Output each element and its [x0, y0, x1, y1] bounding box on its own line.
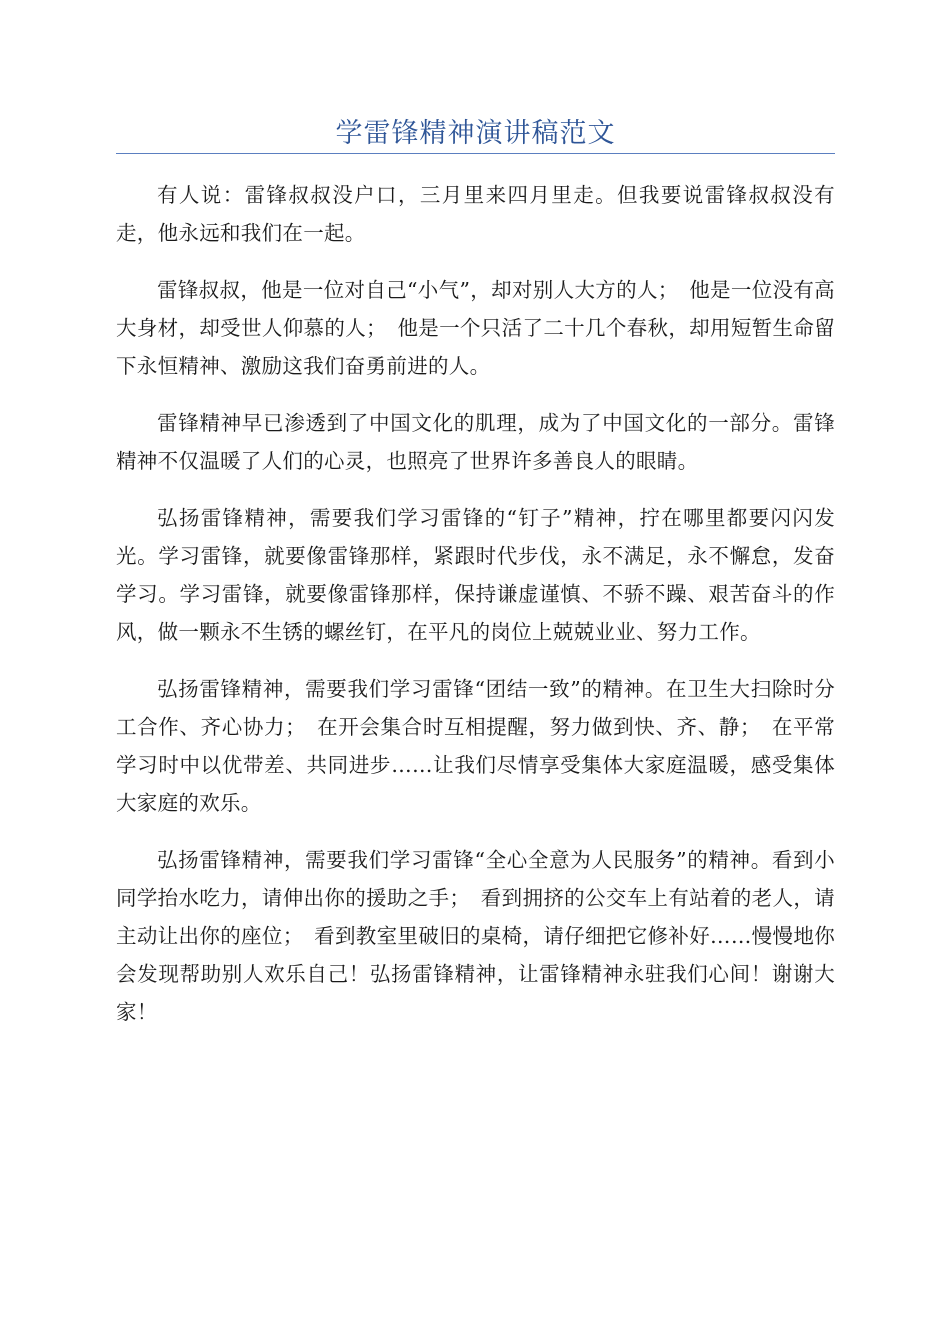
paragraph-4: 弘扬雷锋精神，需要我们学习雷锋的“钉子”精神，拧在哪里都要闪闪发光。学习雷锋，就要像雷锋那样，紧跟时代步伐，永不满足，永不懈怠，发奋学习。学习雷锋，就要像雷锋那样，保持谦虚谨慎、不骄不躁、艰苦奋斗的作风，做一颗永不生锈的螺丝钉，在平凡的岗位上兢兢业业、努力工作。 [116, 506, 835, 644]
paragraph-1: 有人说：雷锋叔叔没户口，三月里来四月里走。但我要说雷锋叔叔没有走，他永远和我们在一起。 [116, 183, 835, 245]
paragraph-3: 雷锋精神早已渗透到了中国文化的肌理，成为了中国文化的一部分。雷锋精神不仅温暖了人们的心灵，也照亮了世界许多善良人的眼睛。 [116, 411, 835, 473]
paragraph-2: 雷锋叔叔，他是一位对自己“小气”，却对别人大方的人； 他是一位没有高大身材，却受世人仰慕的人； 他是一个只活了二十几个春秋，却用短暂生命留下永恒精神、激励这我们奋勇前进的人。 [116, 278, 835, 378]
document-title: 学雷锋精神演讲稿范文 [335, 118, 616, 149]
document-body [116, 176, 835, 1050]
paragraph-6: 弘扬雷锋精神，需要我们学习雷锋“全心全意为人民服务”的精神。看到小同学抬水吃力，请伸出你的援助之手； 看到拥挤的公交车上有站着的老人，请主动让出你的座位； 看到教室里破旧的桌椅，请仔细把它修补好……慢慢地你会发现帮助别人欢乐自己！弘扬雷锋精神，让雷锋精神永驻我们心间！谢谢大家！ [116, 848, 835, 1024]
paragraph-5: 弘扬雷锋精神，需要我们学习雷锋“团结一致”的精神。在卫生大扫除时分工合作、齐心协力； 在开会集合时互相提醒，努力做到快、齐、静； 在平常学习时中以优带差、共同进步……让我们尽情享受集体大家庭温暖，感受集体大家庭的欢乐。 [116, 677, 835, 815]
title-underline [116, 153, 835, 154]
